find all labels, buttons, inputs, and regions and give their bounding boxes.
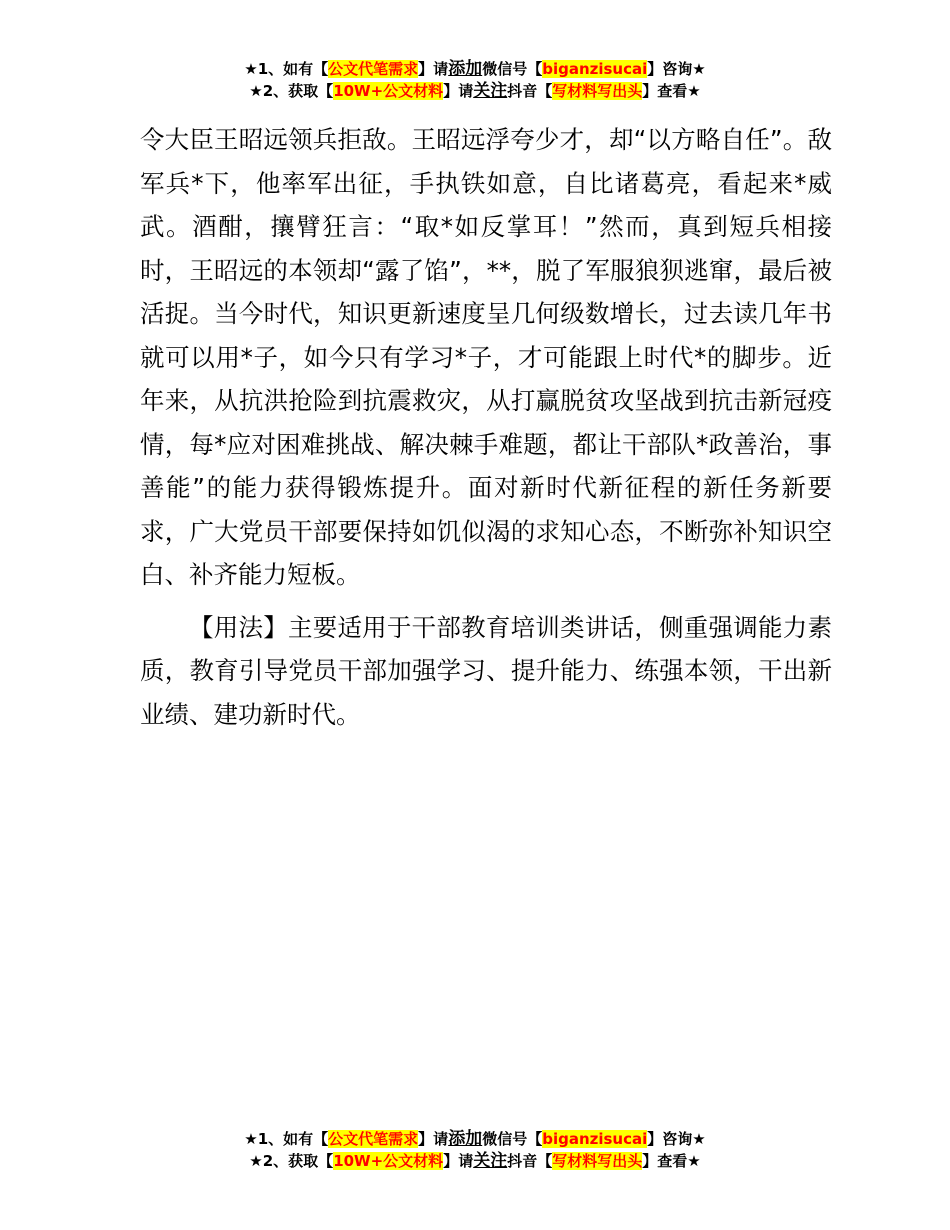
banner-text: ★1、如有【 [244,60,329,78]
banner-text: ★2、获取【 [249,1152,334,1170]
highlight-text: 写材料写出头 [552,82,643,100]
banner-line-2 [0,1150,950,1172]
highlight-text: 10W+公文材料 [333,82,444,100]
emphasis-text: 关注 [473,81,508,101]
highlight-text: biganzisucai [542,60,648,78]
header-banner [0,58,950,102]
body-paragraph-2: 【用法】主要适用于干部教育培训类讲话，侧重强调能力素质，教育引导党员干部加强学习、提升能力、练强本领，干出新业绩、建功新时代。 [140,612,832,729]
banner-text: 】请 [443,1152,474,1170]
banner-line-1 [0,58,950,80]
banner-line-2 [0,80,950,102]
banner-text: 】请 [418,60,449,78]
footer-banner [0,1128,950,1172]
banner-text: 】请 [443,82,474,100]
banner-text: 抖音【 [507,1152,553,1170]
banner-text: 抖音【 [507,82,553,100]
banner-text: ★2、获取【 [249,82,334,100]
document-body [140,118,832,736]
highlight-text: biganzisucai [542,1130,648,1148]
banner-text: ★1、如有【 [244,1130,329,1148]
banner-text: 】查看★ [642,1152,701,1170]
emphasis-text: 关注 [473,1151,508,1171]
emphasis-text: 添加 [448,1129,483,1149]
highlight-text: 公文代笔需求 [328,1130,419,1148]
banner-text: 微信号【 [482,60,543,78]
highlight-text: 写材料写出头 [552,1152,643,1170]
banner-text: 微信号【 [482,1130,543,1148]
highlight-text: 公文代笔需求 [328,60,419,78]
emphasis-text: 添加 [448,59,483,79]
banner-text: 】咨询★ [647,1130,706,1148]
banner-text: 】查看★ [642,82,701,100]
body-paragraph-1: 令大臣王昭远领兵拒敌。王昭远浮夸少才，却“以方略自任”。敌军兵*下，他率军出征，手执铁如意，自比诸葛亮，看起来*威武。酒酣，攘臂狂言：“取*如反掌耳！”然而，真到短兵相接时，王昭远的本领却“露了馅”，**，脱了军服狼狈逃窜，最后被活捉。当今时代，知识更新速度呈几何级数增长，过去读几年书就可以用*子，如今只有学习*子，才可能跟上时代*的脚步。近年来，从抗洪抢险到抗震救灾，从打赢脱贫攻坚战到抗击新冠疫情，每*应对困难挑战、解决棘手难题，都让干部队*政善治，事善能”的能力获得锻炼提升。面对新时代新征程的新任务新要求，广大党员干部要保持如饥似渴的求知心态，不断弥补知识空白、补齐能力短板。 [140,125,832,589]
banner-text: 】请 [418,1130,449,1148]
banner-line-1 [0,1128,950,1150]
highlight-text: 10W+公文材料 [333,1152,444,1170]
banner-text: 】咨询★ [647,60,706,78]
